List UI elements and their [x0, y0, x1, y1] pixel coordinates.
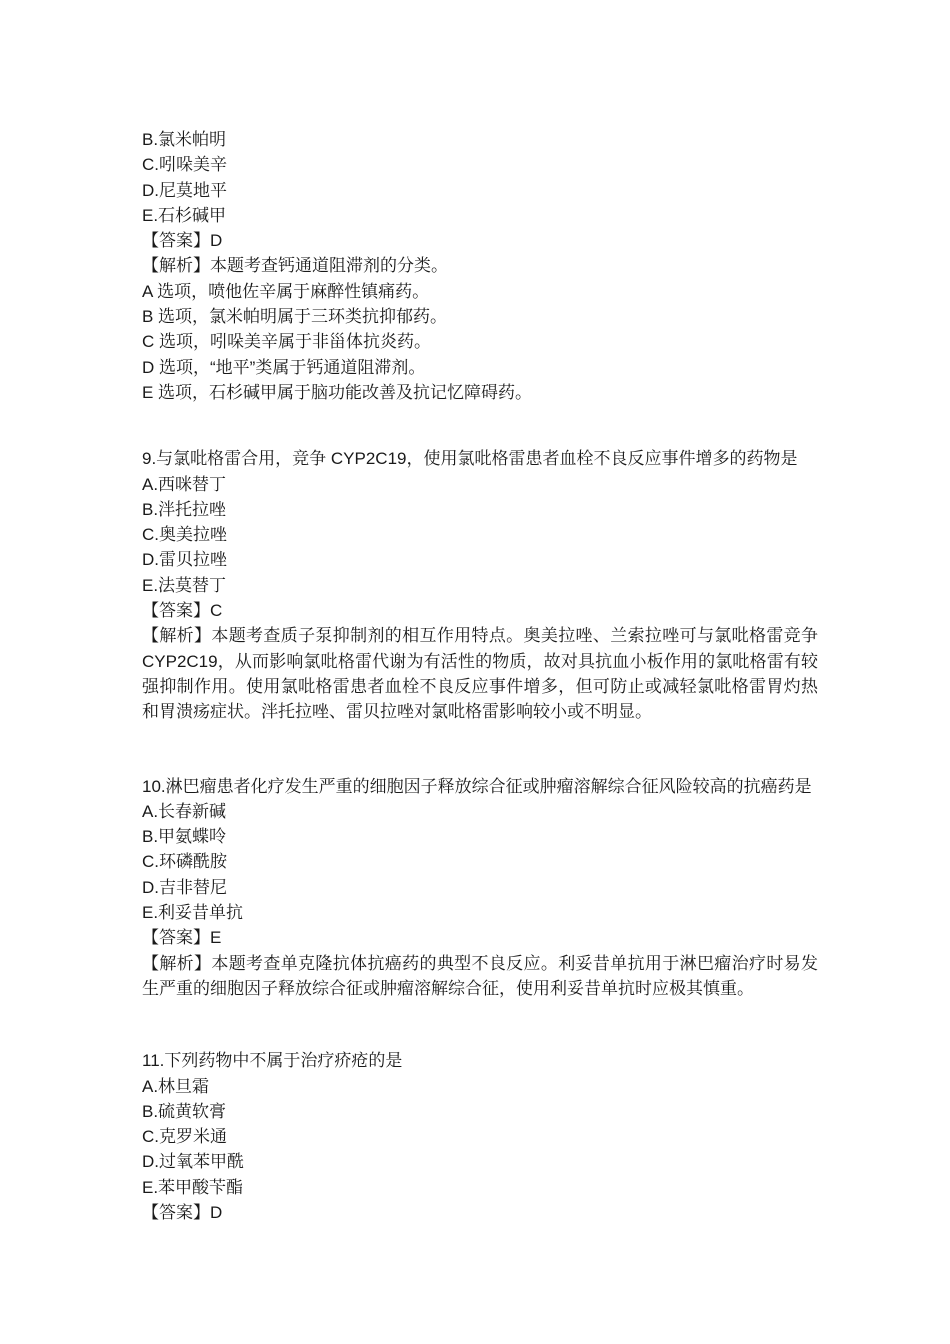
- q11-answer: 【答案】D: [142, 1202, 223, 1222]
- q8-option-b: B.氯米帕明: [142, 130, 227, 149]
- question-8-block: [142, 127, 818, 405]
- q9-answer: 【答案】C: [142, 601, 223, 621]
- q9-option-e: E.法莫替丁: [142, 575, 227, 595]
- q9-analysis: 【解析】本题考查质子泵抑制剂的相互作用特点。奥美拉唑、兰索拉唑可与氯吡格雷竞争 CYP2C19，从而影响氯吡格雷代谢为有活性的物质，故对具抗血小板作用的氯吡格雷有较强抑制作用。使用氯吡格雷患者血栓不良反应事件增多，但可防止或减轻氯吡格雷胃灼热和胃溃疡症状。泮托拉唑、雷贝拉唑对氯吡格雷影响较小或不明显。: [142, 626, 818, 722]
- q9-option-b: B.泮托拉唑: [142, 499, 227, 519]
- q8-option-e: E.石杉碱甲: [142, 205, 227, 225]
- question-11-block: [142, 1048, 818, 1225]
- q8-analysis-option-a: A 选项，喷他佐辛属于麻醉性镇痛药。: [142, 281, 430, 301]
- question-10-block: [142, 774, 818, 1002]
- q8-option-c: C.吲哚美辛: [142, 155, 227, 175]
- q11-option-b: B.硫黄软膏: [142, 1101, 227, 1121]
- q8-analysis-intro: 【解析】本题考查钙通道阻滞剂的分类。: [142, 256, 448, 276]
- q9-option-a: A.西咪替丁: [142, 474, 227, 494]
- q8-answer: 【答案】D: [142, 231, 223, 251]
- q10-option-c: C.环磷酰胺: [142, 852, 227, 872]
- q11-option-d: D.过氧苯甲酰: [142, 1152, 244, 1172]
- q9-title: 9.与氯吡格雷合用，竞争 CYP2C19，使用氯吡格雷患者血栓不良反应事件增多的药物是: [142, 449, 798, 469]
- q9-option-c: C.奥美拉唑: [142, 525, 227, 545]
- q8-analysis-option-c: C 选项，吲哚美辛属于非甾体抗炎药。: [142, 332, 431, 352]
- q11-option-a: A.林旦霜: [142, 1076, 210, 1096]
- q11-title: 11.下列药物中不属于治疗疥疮的是: [142, 1051, 403, 1071]
- document-content: [142, 127, 818, 1225]
- q10-option-d: D.吉非替尼: [142, 877, 227, 897]
- q10-option-e: E.利妥昔单抗: [142, 903, 244, 923]
- q10-analysis: 【解析】本题考查单克隆抗体抗癌药的典型不良反应。利妥昔单抗用于淋巴瘤治疗时易发生严重的细胞因子释放综合征或肿瘤溶解综合征，使用利妥昔单抗时应极其慎重。: [142, 953, 818, 998]
- q8-analysis-option-d: D 选项，“地平”类属于钙通道阻滞剂。: [142, 357, 426, 377]
- question-9-block: [142, 446, 818, 724]
- q8-option-d: D.尼莫地平: [142, 180, 227, 200]
- q8-analysis-option-b: B 选项，氯米帕明属于三环类抗抑郁药。: [142, 307, 448, 327]
- q10-option-b: B.甲氨蝶呤: [142, 827, 227, 847]
- q11-option-c: C.克罗米通: [142, 1127, 227, 1147]
- q10-answer: 【答案】E: [142, 928, 222, 948]
- q10-title: 10.淋巴瘤患者化疗发生严重的细胞因子释放综合征或肿瘤溶解综合征风险较高的抗癌药是: [142, 776, 812, 796]
- q8-analysis-option-e: E 选项，石杉碱甲属于脑功能改善及抗记忆障碍药。: [142, 382, 533, 402]
- q10-option-a: A.长春新碱: [142, 801, 227, 821]
- q11-option-e: E.苯甲酸苄酯: [142, 1177, 244, 1197]
- q9-option-d: D.雷贝拉唑: [142, 550, 227, 570]
